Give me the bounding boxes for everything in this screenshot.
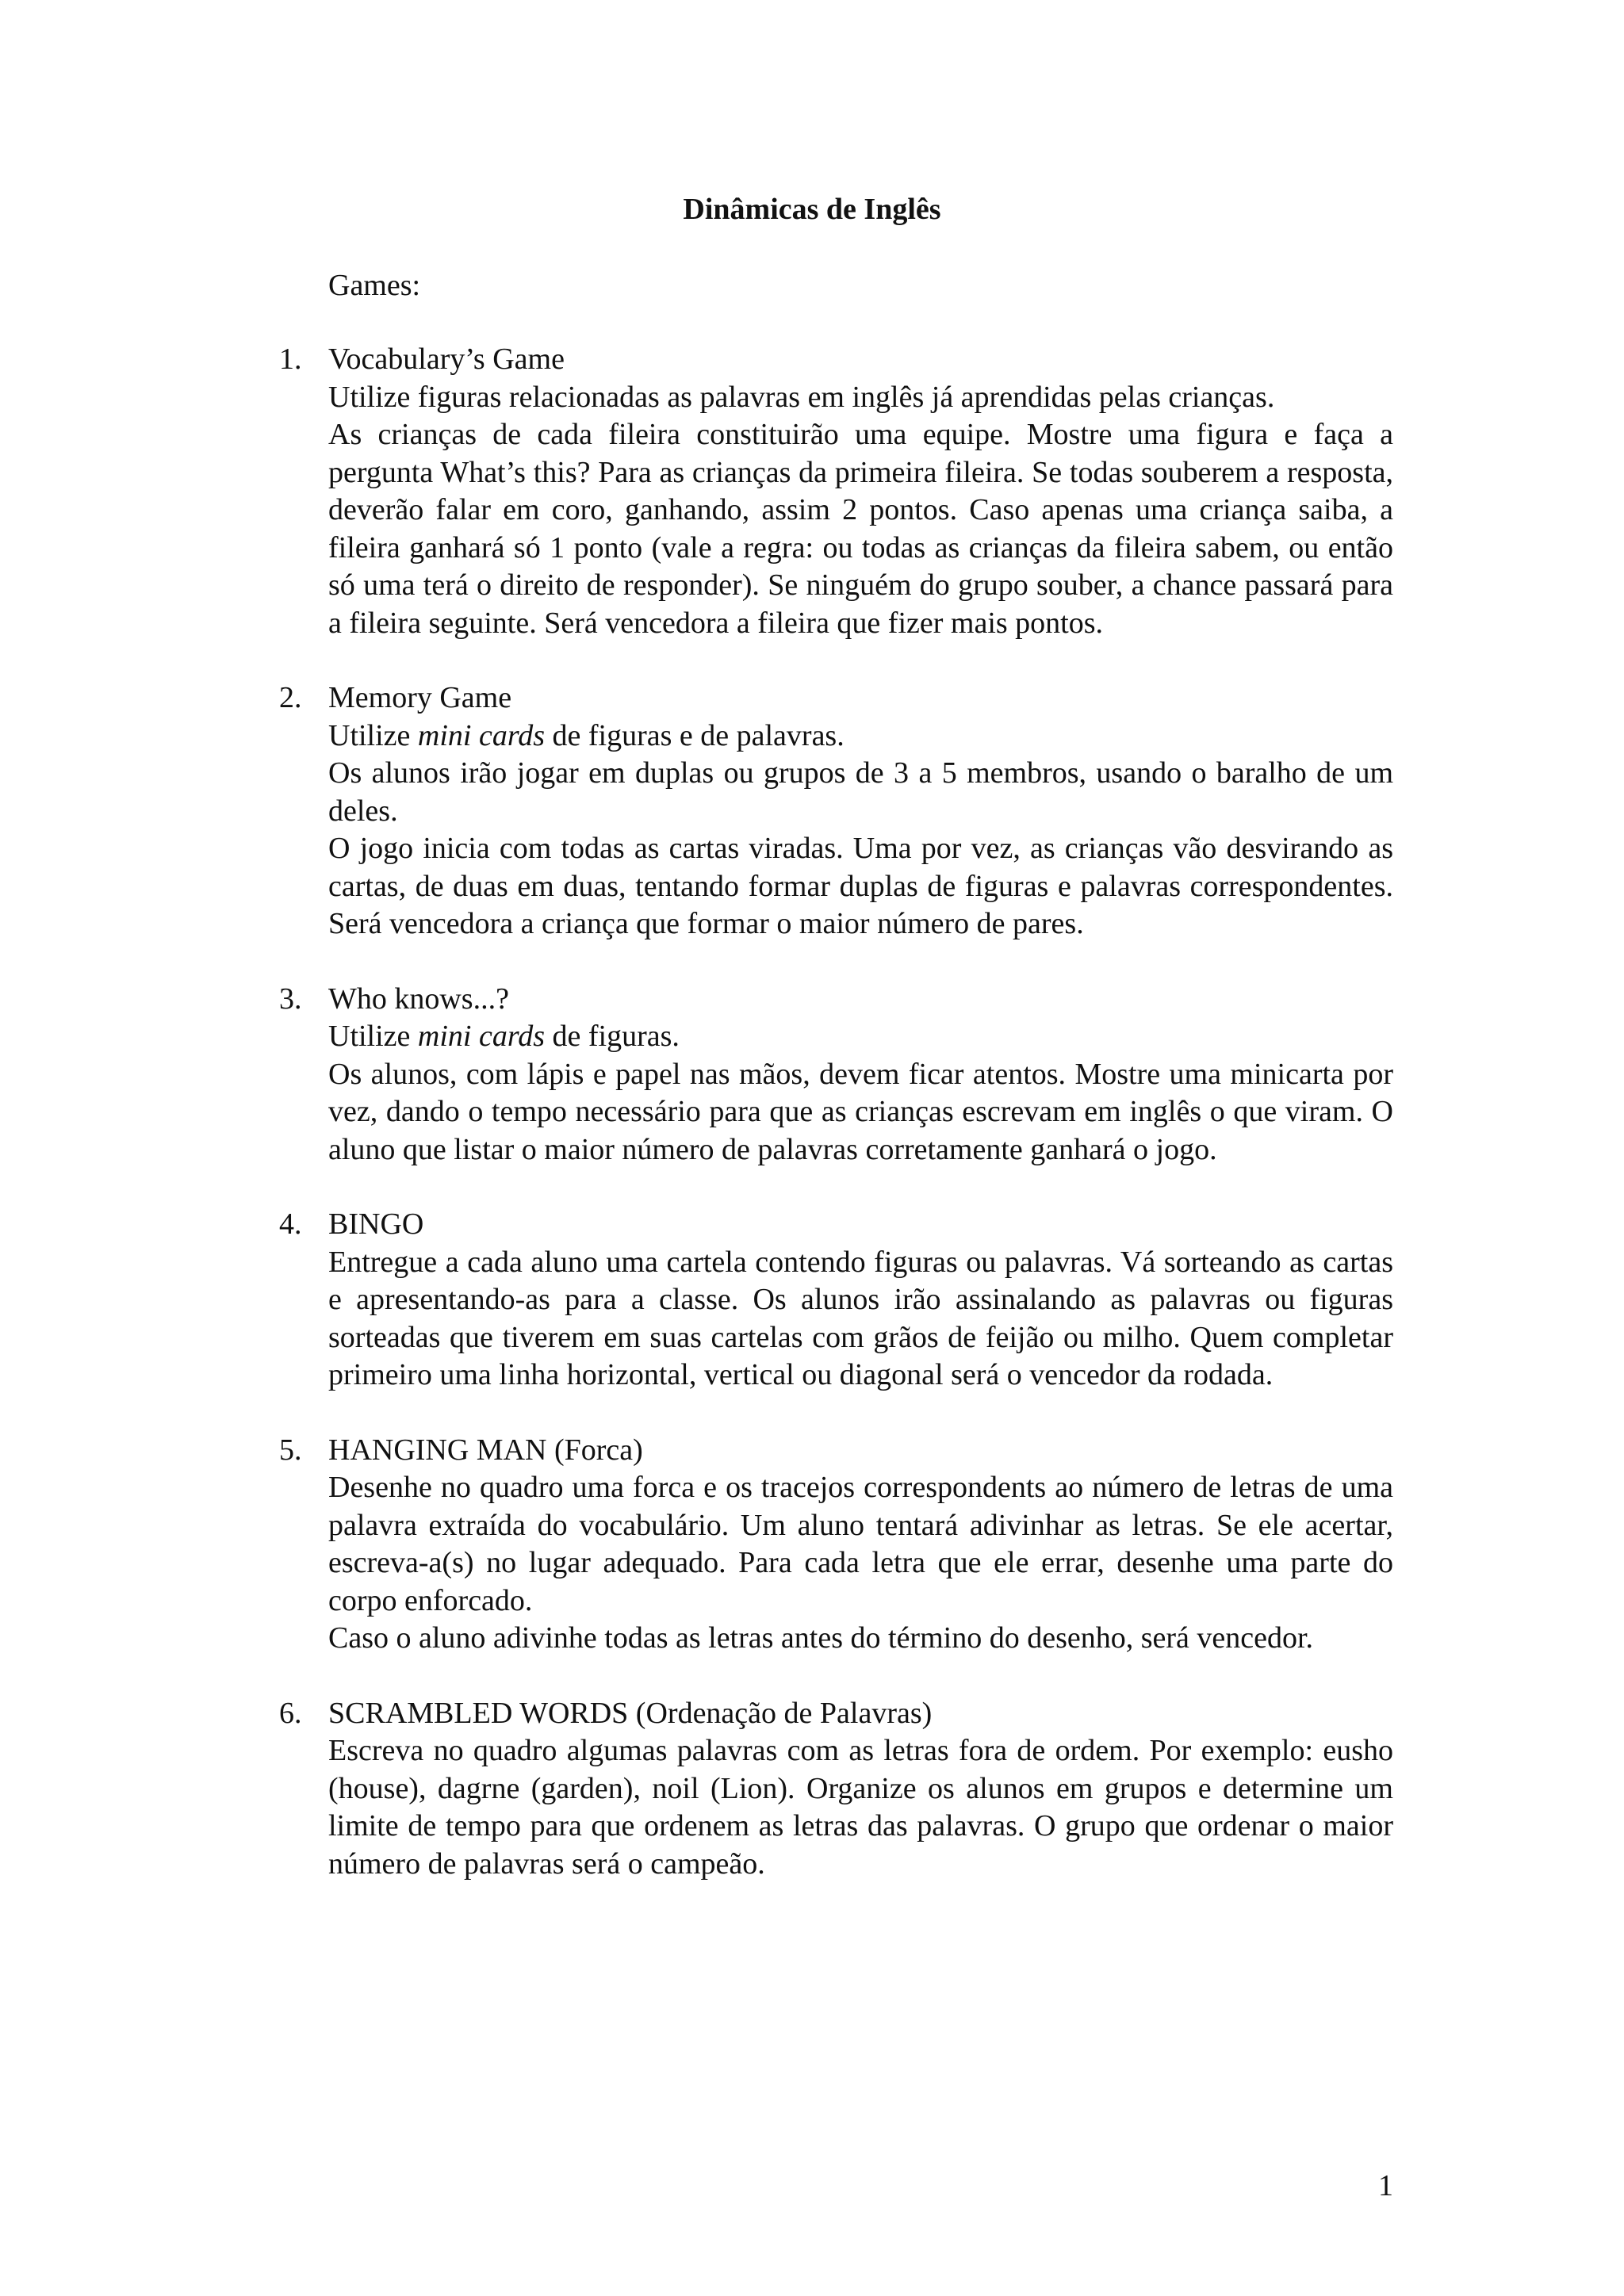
game-number: 3.	[279, 982, 302, 1016]
games-list	[0, 341, 1624, 1920]
paragraph-text: Utilize	[328, 718, 418, 752]
game-paragraph	[328, 379, 1393, 417]
game-paragraph	[328, 1732, 1393, 1883]
game-body	[328, 1206, 1393, 1395]
game-number: 2.	[279, 681, 302, 714]
paragraph-text: As crianças de cada fileira constituirão uma equipe. Mostre uma figura e faça a pergunta What’s this? Para as crianças da primeira fileira. Se todas souberem a resposta, deverão falar em coro, ganhando, assim 2 pontos. Caso apenas uma criança saiba, a fileira ganhará só 1 ponto (vale a regra: ou todas as crianças da fileira sabem, ou então só uma terá o direito de responder). Se ninguém do grupo souber, a chance passará para a fileira seguinte. Será vencedora a fileira que fizer mais pontos.	[328, 418, 1393, 640]
game-title: SCRAMBLED WORDS (Ordenação de Palavras)	[328, 1696, 933, 1730]
game-title: BINGO	[328, 1207, 424, 1241]
paragraph-text: O jogo inicia com todas as cartas viradas. Uma por vez, as crianças vão desvirando as cartas, de duas em duas, tentando formar duplas de figuras e palavras correspondentes. Será vencedora a criança que formar o maior número de pares.	[328, 832, 1393, 940]
game-paragraph	[328, 1244, 1393, 1395]
game-body	[328, 341, 1393, 642]
game-item	[0, 341, 1624, 642]
game-paragraph	[328, 755, 1393, 830]
game-item	[0, 981, 1624, 1169]
paragraph-text: Os alunos, com lápis e papel nas mãos, devem ficar atentos. Mostre uma minicarta por vez, dando o tempo necessário para que as crianças escrevam em inglês o que viram. O aluno que listar o maior número de palavras corretamente ganhará o jogo.	[328, 1057, 1393, 1166]
game-paragraph	[328, 1056, 1393, 1169]
paragraph-text: Utilize	[328, 1020, 418, 1053]
game-body	[328, 981, 1393, 1169]
game-item	[0, 1432, 1624, 1658]
game-body	[328, 1432, 1393, 1658]
game-paragraph	[328, 718, 1393, 756]
paragraph-text: Desenhe no quadro uma forca e os tracejos correspondents ao número de letras de uma palavra extraída do vocabulário. Um aluno tentará adivinhar as letras. Se ele acertar, escreva-a(s) no lugar adequado. Para cada letra que ele errar, desenhe uma parte do corpo enforcado.	[328, 1471, 1393, 1617]
game-paragraph	[328, 830, 1393, 943]
paragraph-text: Os alunos irão jogar em duplas ou grupos de 3 a 5 membros, usando o baralho de um deles.	[328, 756, 1393, 828]
game-title: Who knows...?	[328, 982, 509, 1016]
document-title: Dinâmicas de Inglês	[683, 193, 941, 226]
game-number: 5.	[279, 1433, 302, 1467]
game-paragraph	[328, 416, 1393, 642]
game-number: 1.	[279, 342, 302, 376]
game-item	[0, 1206, 1624, 1395]
game-title: HANGING MAN (Forca)	[328, 1433, 643, 1467]
game-item	[0, 1695, 1624, 1884]
game-number: 6.	[279, 1696, 302, 1730]
paragraph-text: Entregue a cada aluno uma cartela contendo figuras ou palavras. Vá sorteando as cartas e apresentando-as para a classe. Os alunos irão assinalando as palavras ou figuras sorteadas que tiverem em suas cartelas com grãos de feijão ou milho. Quem completar primeiro uma linha horizontal, vertical ou diagonal será o vencedor da rodada.	[328, 1245, 1393, 1391]
paragraph-text: de figuras e de palavras.	[545, 718, 845, 752]
game-title: Vocabulary’s Game	[328, 342, 565, 376]
paragraph-text: Utilize figuras relacionadas as palavras em inglês já aprendidas pelas crianças.	[328, 380, 1275, 414]
game-number: 4.	[279, 1207, 302, 1241]
paragraph-text: Escreva no quadro algumas palavras com as letras fora de ordem. Por exemplo: eusho (house), dagrne (garden), noil (Lion). Organize os alunos em grupos e determine um limite de tempo para que ordenem as letras das palavras. O grupo que ordenar o maior número de palavras será o campeão.	[328, 1734, 1393, 1881]
section-label: Games:	[328, 269, 421, 302]
game-paragraph	[328, 1018, 1393, 1056]
italic-term: mini cards	[417, 718, 545, 752]
game-title: Memory Game	[328, 681, 512, 714]
game-body	[328, 1695, 1393, 1884]
page-number: 1	[1378, 2169, 1393, 2202]
game-item	[0, 679, 1624, 943]
italic-term: mini cards	[417, 1020, 545, 1053]
game-paragraph	[328, 1469, 1393, 1620]
paragraph-text: Caso o aluno adivinhe todas as letras antes do término do desenho, será vencedor.	[328, 1621, 1314, 1655]
game-body	[328, 679, 1393, 943]
paragraph-text: de figuras.	[545, 1020, 680, 1053]
game-paragraph	[328, 1620, 1393, 1658]
